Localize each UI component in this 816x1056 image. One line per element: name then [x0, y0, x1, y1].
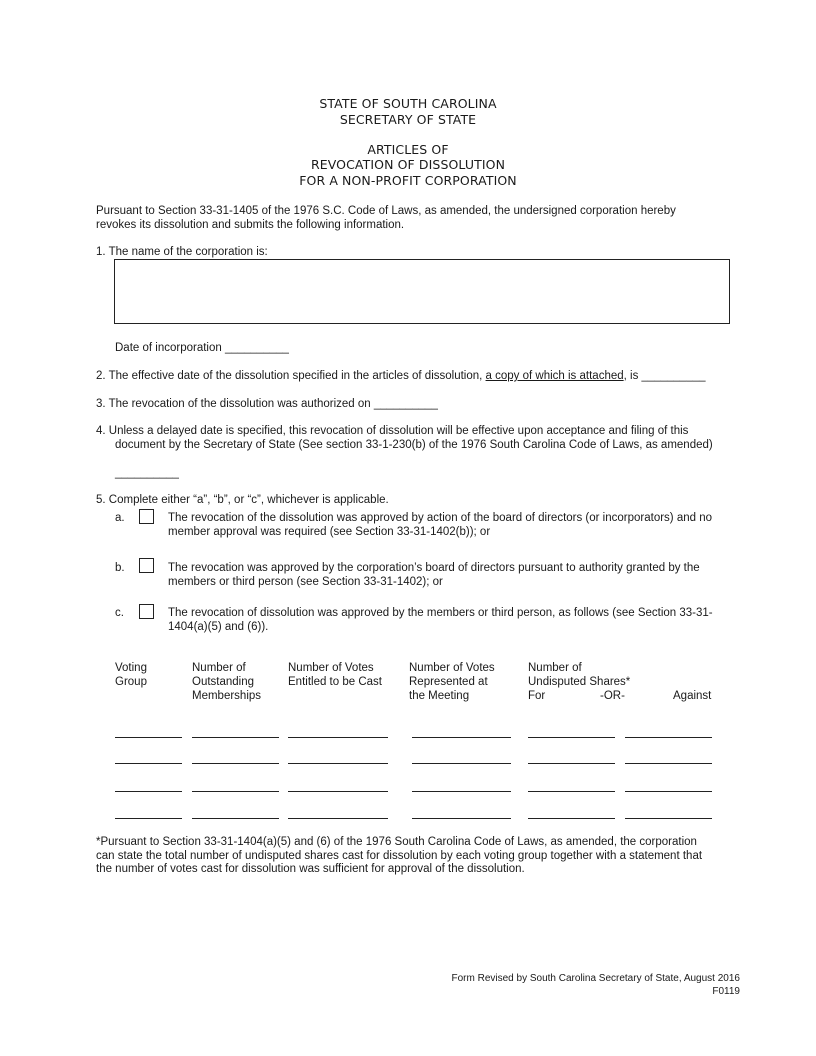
- row-3-voting-group-field[interactable]: [115, 791, 182, 792]
- item-5-intro: 5. Complete either “a”, “b”, or “c”, whichever is applicable.: [96, 494, 389, 506]
- form-revised-note: Form Revised by South Carolina Secretary of State, August 2016: [451, 973, 740, 984]
- item-4-line-2: document by the Secretary of State (See section 33-1-230(b) of the 1976 South Carolina Code of Laws, as amended): [115, 439, 713, 451]
- col-header-voting-group: Voting Group: [115, 662, 147, 688]
- row-2-voting-group-field[interactable]: [115, 763, 182, 764]
- header-state: STATE OF SOUTH CAROLINA: [319, 96, 497, 111]
- row-4-shares-for-field[interactable]: [528, 818, 615, 819]
- row-4-voting-group-field[interactable]: [115, 818, 182, 819]
- option-b-line-1: The revocation was approved by the corporation’s board of directors pursuant to authority granted by the: [168, 562, 700, 574]
- row-2-shares-against-field[interactable]: [625, 763, 712, 764]
- item-3-text: 3. The revocation of the dissolution was authorized on: [96, 398, 371, 410]
- option-c-letter: c.: [115, 607, 124, 619]
- row-4-outstanding-memberships-field[interactable]: [192, 818, 279, 819]
- option-a-letter: a.: [115, 512, 125, 524]
- row-3-outstanding-memberships-field[interactable]: [192, 791, 279, 792]
- row-1-outstanding-memberships-field[interactable]: [192, 737, 279, 738]
- row-1-votes-entitled-field[interactable]: [288, 737, 388, 738]
- footnote-line-2: can state the total number of undisputed shares cast for dissolution by each voting group together with a statement that: [96, 850, 703, 862]
- date-of-incorporation-field[interactable]: __________: [224, 342, 289, 354]
- row-3-votes-represented-field[interactable]: [412, 791, 511, 792]
- row-4-votes-entitled-field[interactable]: [288, 818, 388, 819]
- col-header-votes-represented: Number of Votes Represented at the Meeting: [409, 662, 495, 702]
- row-1-shares-for-field[interactable]: [528, 737, 615, 738]
- option-a-line-1: The revocation of the dissolution was approved by action of the board of directors (or incorporators) and no: [168, 512, 712, 524]
- item-2: [96, 369, 706, 383]
- option-b-checkbox[interactable]: [139, 558, 154, 573]
- row-4-shares-against-field[interactable]: [625, 818, 712, 819]
- item-2-text: 2. The effective date of the dissolution specified in the articles of dissolution,: [96, 370, 483, 382]
- form-number: F0119: [712, 986, 740, 997]
- row-1-votes-represented-field[interactable]: [412, 737, 511, 738]
- copy-attached-link: a copy of which is attached: [485, 370, 624, 382]
- row-2-votes-entitled-field[interactable]: [288, 763, 388, 764]
- col-header-outstanding-memberships: Number of Outstanding Memberships: [192, 662, 262, 702]
- option-b-letter: b.: [115, 562, 125, 574]
- delayed-date-field[interactable]: __________: [115, 467, 179, 479]
- title-line-1: ARTICLES OF: [367, 142, 449, 157]
- row-2-shares-for-field[interactable]: [528, 763, 615, 764]
- footnote-line-3: the number of votes cast for dissolution was sufficient for approval of the dissolution.: [96, 863, 525, 875]
- option-c-line-2: 1404(a)(5) and (6)).: [168, 621, 269, 633]
- row-3-shares-against-field[interactable]: [625, 791, 712, 792]
- item-1-label: 1. The name of the corporation is:: [96, 246, 268, 258]
- option-c-checkbox[interactable]: [139, 604, 154, 619]
- item-4-line-1: 4. Unless a delayed date is specified, this revocation of dissolution will be effective upon acceptance and filing of this: [96, 425, 689, 437]
- header-office: SECRETARY OF STATE: [339, 112, 477, 127]
- col-header-against: Against: [673, 690, 712, 702]
- row-3-votes-entitled-field[interactable]: [288, 791, 388, 792]
- row-3-shares-for-field[interactable]: [528, 791, 615, 792]
- col-header-or: -OR-: [600, 690, 625, 702]
- row-2-outstanding-memberships-field[interactable]: [192, 763, 279, 764]
- option-b-line-2: members or third person (see Section 33-31-1402); or: [168, 576, 443, 588]
- title-line-2: REVOCATION OF DISSOLUTION: [310, 157, 506, 172]
- title-line-3: FOR A NON-PROFIT CORPORATION: [299, 173, 517, 188]
- option-a-line-2: member approval was required (see Section 33-31-1402(b)); or: [168, 526, 491, 538]
- item-2-text-end: , is: [623, 370, 639, 382]
- col-header-votes-entitled: Number of Votes Entitled to be Cast: [288, 662, 382, 688]
- option-a-checkbox[interactable]: [139, 509, 154, 524]
- item-3: [96, 397, 438, 411]
- intro-line-1: Pursuant to Section 33-31-1405 of the 1976 S.C. Code of Laws, as amended, the undersigned corporation hereby: [96, 205, 676, 217]
- intro-line-2: revokes its dissolution and submits the following information.: [96, 219, 405, 231]
- corporation-name-field[interactable]: [114, 259, 730, 324]
- row-1-voting-group-field[interactable]: [115, 737, 182, 738]
- col-header-undisputed-shares: Number of Undisputed Shares* For: [528, 662, 631, 702]
- row-1-shares-against-field[interactable]: [625, 737, 712, 738]
- footnote-line-1: *Pursuant to Section 33-31-1404(a)(5) and (6) of the 1976 South Carolina Code of Laws, as amended, the corporation: [96, 836, 697, 848]
- row-4-votes-represented-field[interactable]: [412, 818, 511, 819]
- option-c-line-1: The revocation of dissolution was approved by the members or third person, as follows (see Section 33-31-: [168, 607, 713, 619]
- date-of-incorporation-label: Date of incorporation: [115, 342, 222, 354]
- authorization-date-field[interactable]: __________: [373, 398, 438, 410]
- row-2-votes-represented-field[interactable]: [412, 763, 511, 764]
- date-of-incorporation-row: [115, 341, 289, 355]
- dissolution-effective-date-field[interactable]: __________: [641, 370, 706, 382]
